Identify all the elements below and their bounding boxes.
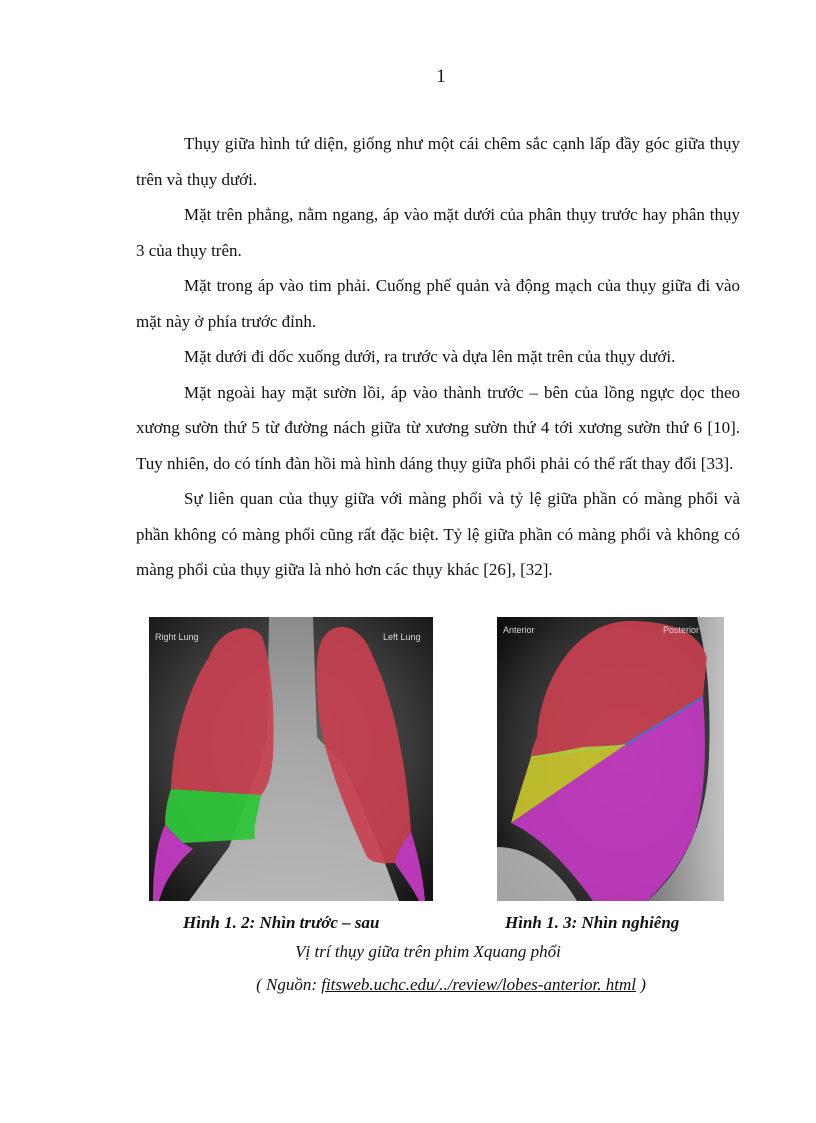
xray-frontal-figure — [149, 617, 433, 901]
body-text — [136, 126, 740, 588]
source-suffix: ) — [636, 975, 646, 994]
page-number: 1 — [436, 66, 446, 87]
paragraph: Thụy giữa hình tứ diện, giống như một cái chêm sắc cạnh lấp đầy góc giữa thụy trên và thụy dưới. — [136, 134, 740, 189]
paragraph: Mặt trong áp vào tim phải. Cuống phế quản và động mạch của thụy giữa đi vào mặt này ở phía trước đỉnh. — [136, 276, 740, 331]
left-lung-label: Left Lung — [383, 632, 421, 642]
posterior-label: Posterior — [663, 625, 700, 635]
paragraph: Mặt dưới đi dốc xuống dưới, ra trước và dựa lên mặt trên của thụy dưới. — [184, 347, 676, 366]
right-middle-lobe — [165, 789, 261, 843]
figure-source — [43, 975, 816, 995]
xray-lateral-figure — [497, 617, 724, 901]
figure-caption-side: Hình 1. 3: Nhìn nghiêng — [505, 913, 680, 932]
right-lung-label: Right Lung — [155, 632, 199, 642]
paragraph: Sự liên quan của thụy giữa với màng phổi và tỷ lệ giữa phần có màng phổi và phần không có màng phổi cũng rất đặc biệt. Tỷ lệ giữa phần có màng phổi và không có màng phổi của thụy giữa là nhỏ hơn các thụy khác [26], [32]. — [136, 489, 740, 579]
paragraph: Mặt ngoài hay mặt sườn lồi, áp vào thành trước – bên của lồng ngực dọc theo xương sườn thứ 5 từ đường nách giữa từ xương sườn thứ 4 tới xương sườn thứ 6 [10]. Tuy nhiên, do có tính đàn hồi mà hình dáng thụy giữa phổi phải có thể rất thay đổi [33]. — [136, 382, 740, 473]
xray-lateral-image — [497, 617, 724, 901]
anterior-label: Anterior — [503, 625, 535, 635]
source-link[interactable]: fitsweb.uchc.edu/../review/lobes-anterior. html — [321, 975, 636, 994]
figure-main-caption: Vị trí thụy giữa trên phim Xquang phổi — [295, 942, 561, 961]
figure-caption-front: Hình 1. 2: Nhìn trước – sau — [183, 913, 380, 932]
paragraph: Mặt trên phẳng, nằm ngang, áp vào mặt dưới của phân thụy trước hay phân thụy 3 của thụy trên. — [136, 205, 740, 260]
source-prefix: ( Nguồn: — [256, 975, 322, 994]
xray-frontal-image — [149, 617, 433, 901]
